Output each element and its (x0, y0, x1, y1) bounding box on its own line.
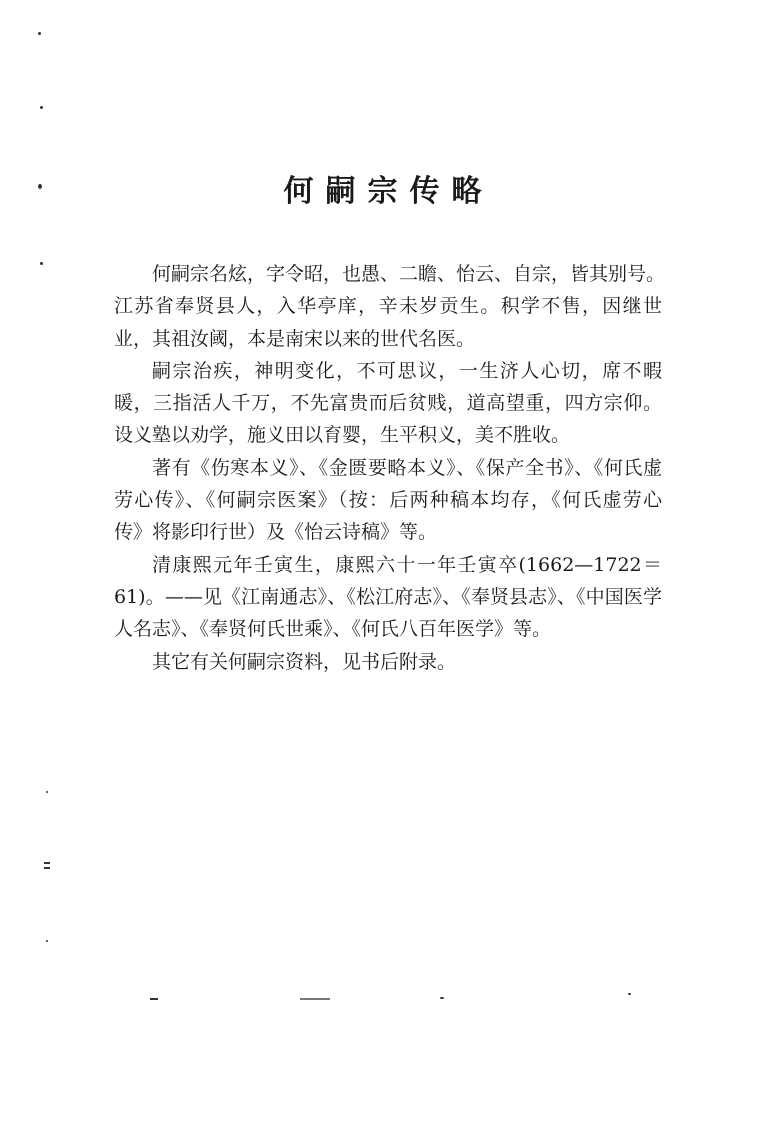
scan-speck (38, 184, 42, 189)
text-line: 业，其祖汝阈，本是南宋以来的世代名医。 (114, 327, 476, 350)
page-title: 何嗣宗传略 (283, 174, 494, 209)
paragraph-3 (114, 452, 662, 549)
scan-speck (46, 791, 48, 793)
scan-speck (40, 106, 43, 109)
text-line: 江苏省奉贤县人，入华亭庠，辛未岁贡生。积学不售，因继世 (114, 295, 662, 318)
scan-speck (440, 997, 444, 999)
body-text (114, 258, 666, 678)
paragraph-1 (114, 258, 666, 355)
scan-speck (44, 862, 50, 864)
text-line: 劳心传》、《何嗣宗医案》（按：后两种稿本均存，《何氏虚劳心 (114, 489, 662, 512)
paragraph-2 (114, 355, 662, 452)
paragraph-4 (114, 549, 662, 646)
scan-speck (150, 998, 158, 1000)
text-line: 暖，三指活人千万，不先富贵而后贫贱，道高望重，四方宗仰。 (114, 392, 662, 415)
scan-speck (628, 993, 631, 995)
text-line: 人名志》、《奉贤何氏世乘》、《何氏八百年医学》等。 (114, 618, 552, 641)
scan-speck (300, 998, 330, 1000)
text-line: 嗣宗治疾，神明变化，不可思议，一生济人心切，席不暇 (152, 359, 662, 382)
text-line: 著有《伤寒本义》、《金匮要略本义》、《保产全书》、《何氏虚 (152, 456, 662, 479)
text-line: 61)。——见《江南通志》、《松江府志》、《奉贤县志》、《中国医学 (114, 585, 662, 608)
paragraph-5 (114, 646, 662, 678)
text-line: 清康熙元年壬寅生，康熙六十一年壬寅卒(1662—1722＝ (152, 553, 662, 576)
scan-speck (44, 867, 50, 869)
scan-speck (38, 32, 41, 35)
text-line: 何嗣宗名炫，字令昭，也愚、二瞻、怡云、自宗，皆其别号。 (152, 263, 666, 285)
text-line: 设义塾以劝学，施义田以育婴，生平积义，美不胜收。 (114, 424, 571, 447)
scan-speck (40, 262, 43, 265)
scan-speck (46, 940, 48, 942)
text-line: 其它有关何嗣宗资料，见书后附录。 (152, 650, 457, 673)
text-line: 传》将影印行世）及《怡云诗稿》等。 (114, 521, 438, 544)
